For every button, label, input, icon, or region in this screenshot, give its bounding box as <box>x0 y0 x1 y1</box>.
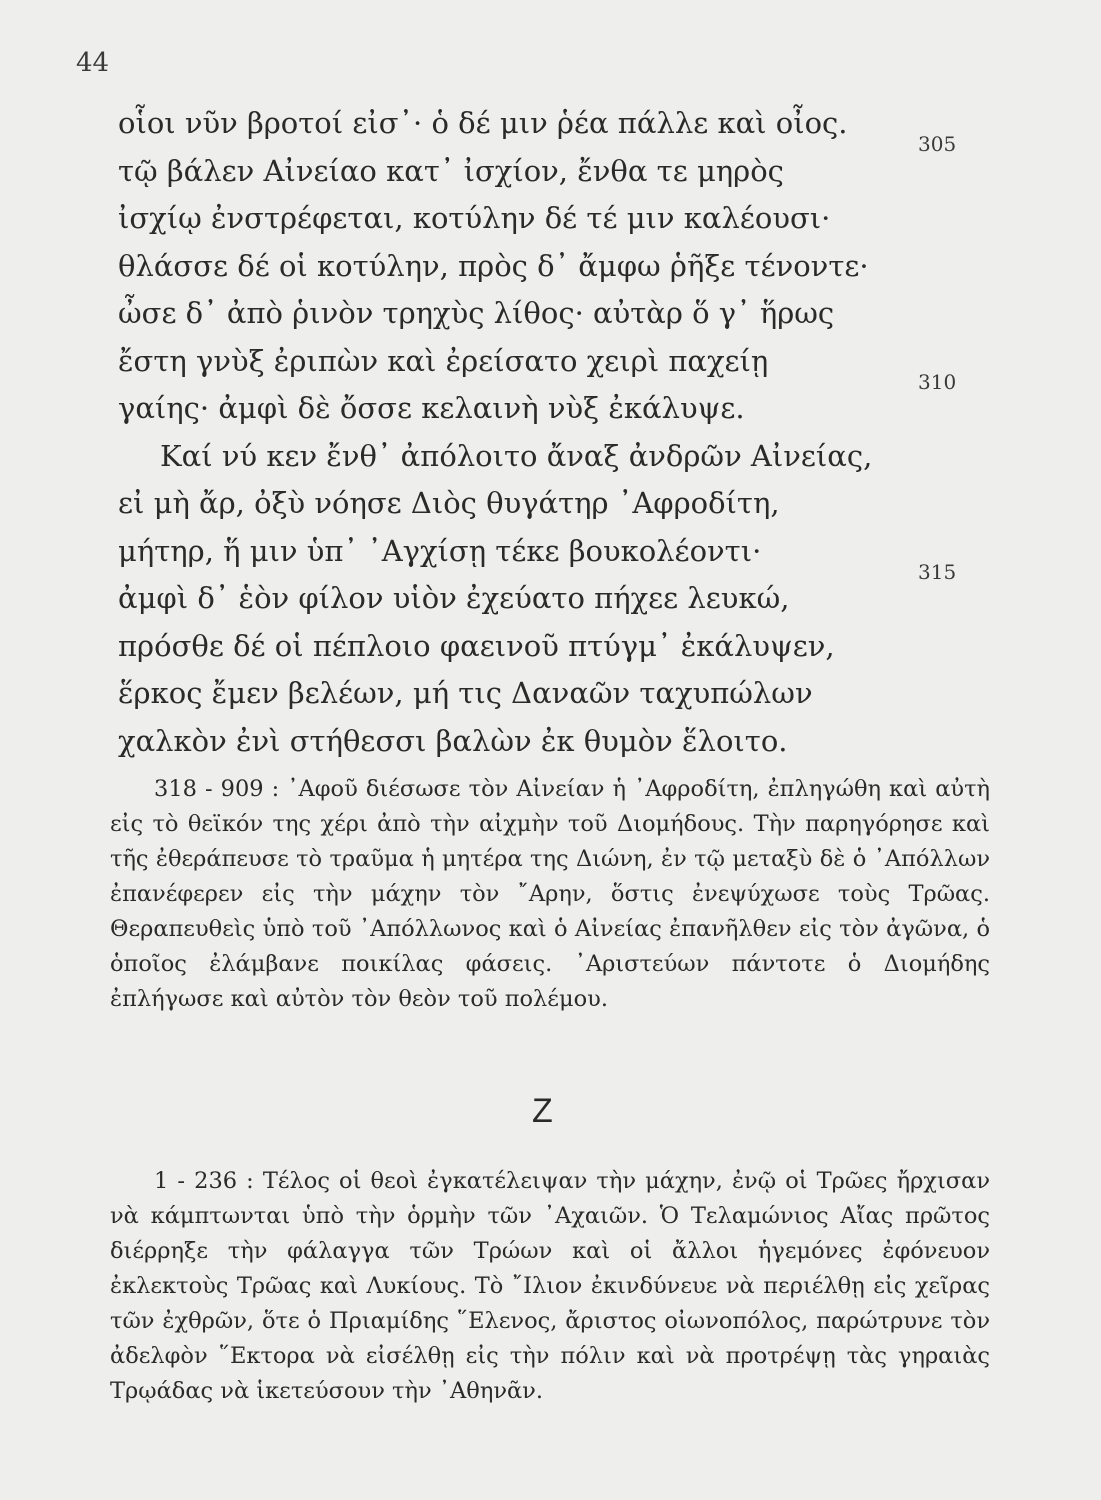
line-number-305: 305 <box>918 132 957 156</box>
summary-paragraph-1 <box>110 772 990 1017</box>
page-number: 44 <box>76 48 110 78</box>
verse-line: χαλκὸν ἐνὶ στήθεσσι βαλὼν ἐκ θυμὸν ἕλοιτο. <box>118 723 788 758</box>
verse-line: ἕρκος ἔμεν βελέων, μή τις Δαναῶν ταχυπώλων <box>118 676 813 710</box>
book-heading-letter: Ζ <box>532 1092 553 1130</box>
verse-line: εἰ μὴ ἄρ, ὀξὺ νόησε Διὸς θυγάτηρ ᾽Αφροδίτη, <box>118 486 780 520</box>
summary-text: 318 - 909 : ᾽Αφοῦ διέσωσε τὸν Αἰνείαν ἡ ᾽Αφροδίτη, ἐπληγώθη καὶ αὐτὴ εἰς τὸ θεϊκόν της χέρι ἀπὸ τὴν αἰχμὴν τοῦ Διομήδους. Τὴν παρηγόρησε καὶ τῆς ἐθεράπευσε τὸ τραῦμα ἡ μητέρα της Διώνη, ἐν τῷ μεταξὺ δὲ ὁ ᾽Απόλλων ἐπανέφερεν εἰς τὴν μάχην τὸν ῎Αρην, ὅστις ἐνεψύχωσε τοὺς Τρῶας. Θεραπευθεὶς ὑπὸ τοῦ ᾽Απόλλωνος καὶ ὁ Αἰνείας ἐπανῆλθεν εἰς τὸν ἀγῶνα, ὁ ὁποῖος ἐλάμβανε ποικίλας φάσεις. ᾽Αριστεύων πάντοτε ὁ Διομήδης ἐπλήγωσε καὶ αὐτὸν τὸν θεὸν τοῦ πολέμου. <box>110 776 990 1012</box>
verse-line: τῷ βάλεν Αἰνείαο κατ᾽ ἰσχίον, ἔνθα τε μηρὸς <box>118 153 784 188</box>
summary-text: 1 - 236 : Τέλος οἱ θεοὶ ἐγκατέλειψαν τὴν μάχην, ἐνῷ οἱ Τρῶες ἤρχισαν νὰ κάμπτωνται ὑπὸ τὴν ὁρμὴν τῶν ᾽Αχαιῶν. Ὁ Τελαμώνιος Αἴας πρῶτος διέρρηξε τὴν φάλαγγα τῶν Τρώων καὶ οἱ ἄλλοι ἡγεμόνες ἐφόνευον ἐκλεκτοὺς Τρῶας καὶ Λυκίους. Τὸ ῎Ιλιον ἐκινδύνευε νὰ περιέλθῃ εἰς χεῖρας τῶν ἐχθρῶν, ὅτε ὁ Πριαμίδης ῞Ελενος, ἄριστος οἰωνοπόλος, παρώτρυνε τὸν ἀδελφὸν ῞Εκτορα νὰ εἰσέλθῃ εἰς τὴν πόλιν καὶ νὰ προτρέψῃ τὰς γηραιὰς Τρῳάδας νὰ ἱκετεύσουν τὴν ᾽Αθηνᾶν. <box>110 1168 990 1404</box>
verse-line: οἷοι νῦν βροτοί εἰσ᾽· ὁ δέ μιν ῥέα πάλλε καὶ οἶος. <box>118 106 848 140</box>
summary-paragraph-2 <box>110 1164 990 1409</box>
verse-line: μήτηρ, ἥ μιν ὑπ᾽ ᾽Αγχίσῃ τέκε βουκολέοντι· <box>118 533 762 568</box>
line-number-315: 315 <box>918 560 957 584</box>
verse-line: γαίης· ἀμφὶ δὲ ὄσσε κελαινὴ νὺξ ἐκάλυψε. <box>118 391 745 425</box>
line-number-310: 310 <box>918 370 957 394</box>
verse-line: ὦσε δ᾽ ἀπὸ ῥινὸν τρηχὺς λίθος· αὐτὰρ ὅ γ᾽ ἥρως <box>118 296 835 330</box>
verse-block <box>118 100 878 765</box>
verse-line: ἔστη γνὺξ ἐριπὼν καὶ ἐρείσατο χειρὶ παχείῃ <box>118 343 769 378</box>
verse-line: θλάσσε δέ οἱ κοτύλην, πρὸς δ᾽ ἄμφω ῥῆξε τένοντε· <box>118 248 869 283</box>
verse-line: ἀμφὶ δ᾽ ἑὸν φίλον υἱὸν ἐχεύατο πήχεε λευκώ, <box>118 581 790 615</box>
verse-line: Καί νύ κεν ἔνθ᾽ ἀπόλοιτο ἄναξ ἀνδρῶν Αἰνείας, <box>160 438 873 473</box>
verse-line: πρόσθε δέ οἱ πέπλοιο φαεινοῦ πτύγμ᾽ ἐκάλυψεν, <box>118 628 835 663</box>
verse-line: ἰσχίῳ ἐνστρέφεται, κοτύλην δέ τέ μιν καλέουσι· <box>118 201 831 235</box>
